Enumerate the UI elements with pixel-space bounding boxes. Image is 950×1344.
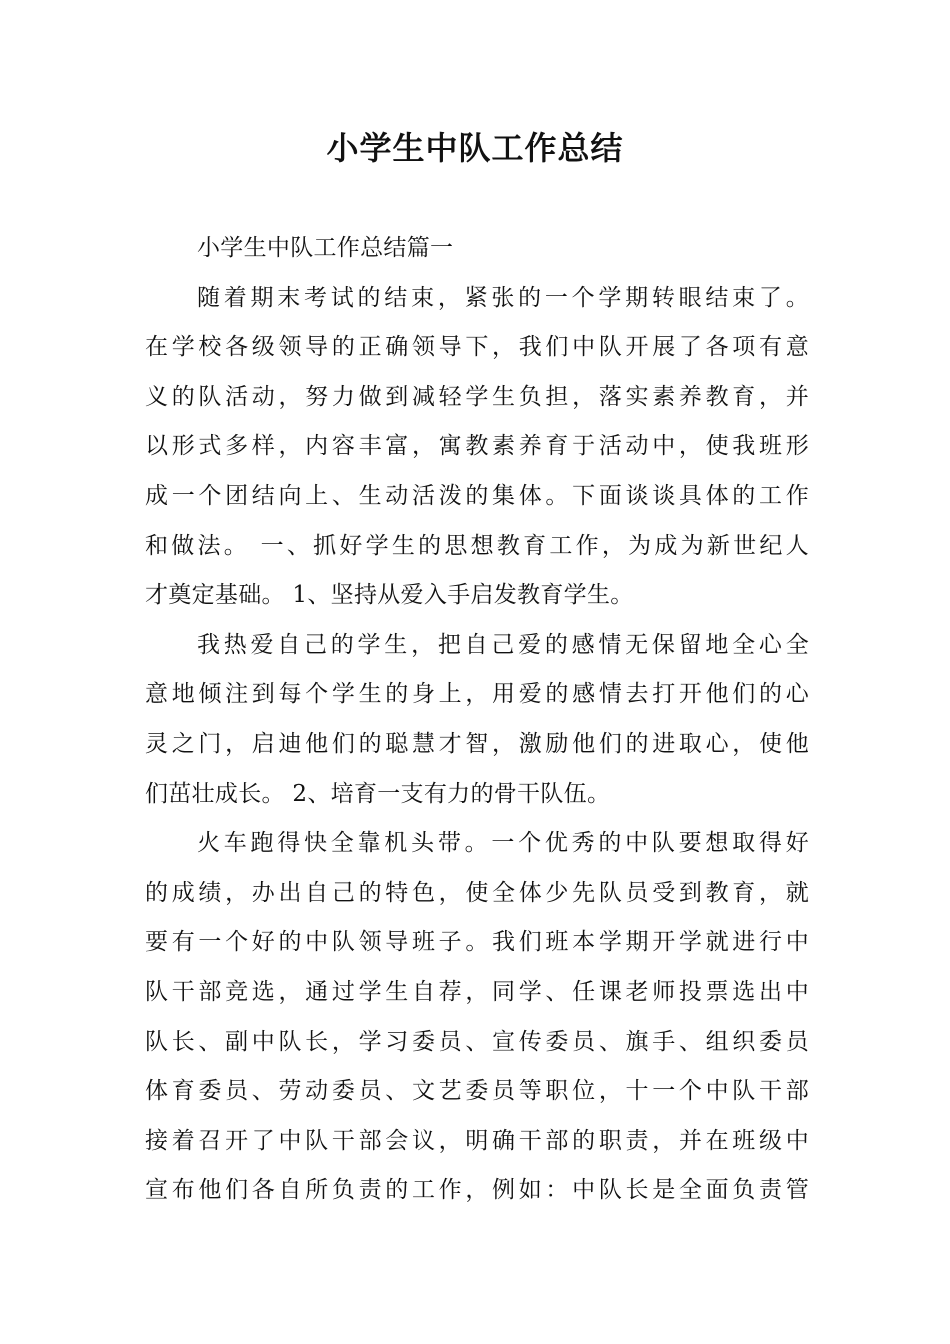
text-line: 在学校各级领导的正确领导下，我们中队开展了各项有意 <box>145 334 809 361</box>
document-body <box>145 224 809 1216</box>
text-line: 成一个团结向上、生动活泼的集体。下面谈谈具体的工作 <box>145 482 809 509</box>
document-title: 小学生中队工作总结 <box>326 129 624 167</box>
text-line: 和做法。 一、抓好学生的思想教育工作，为成为新世纪人 <box>145 532 809 559</box>
text-line: 小学生中队工作总结篇一 <box>197 235 454 261</box>
text-line: 体育委员、劳动委员、文艺委员等职位，十一个中队干部 <box>145 1078 809 1105</box>
text-line: 随着期末考试的结束，紧张的一个学期转眼结束了。 <box>197 284 809 311</box>
text-line: 义的队活动，努力做到减轻学生负担，落实素养教育，并 <box>145 383 809 410</box>
text-line: 队干部竞选，通过学生自荐，同学、任课老师投票选出中 <box>145 978 809 1005</box>
text-line: 接着召开了中队干部会议，明确干部的职责，并在班级中 <box>145 1127 809 1154</box>
text-line: 才奠定基础。 1、坚持从爱入手启发教育学生。 <box>145 582 634 609</box>
text-line: 们茁壮成长。 2、培育一支有力的骨干队伍。 <box>145 780 611 807</box>
text-line: 火车跑得快全靠机头带。一个优秀的中队要想取得好 <box>197 830 809 857</box>
text-line: 宣布他们各自所负责的工作，例如：中队长是全面负责管 <box>145 1177 809 1204</box>
text-line: 灵之门，启迪他们的聪慧才智，激励他们的进取心，使他 <box>145 730 809 757</box>
text-line: 的成绩，办出自己的特色，使全体少先队员受到教育，就 <box>145 879 809 906</box>
text-line: 要有一个好的中队领导班子。我们班本学期开学就进行中 <box>145 929 809 956</box>
text-line: 队长、副中队长，学习委员、宣传委员、旗手、组织委员 <box>145 1028 809 1055</box>
text-line: 我热爱自己的学生，把自己爱的感情无保留地全心全 <box>197 631 809 658</box>
text-line: 意地倾注到每个学生的身上，用爱的感情去打开他们的心 <box>145 681 809 708</box>
text-line: 以形式多样，内容丰富，寓教素养育于活动中，使我班形 <box>145 433 809 460</box>
